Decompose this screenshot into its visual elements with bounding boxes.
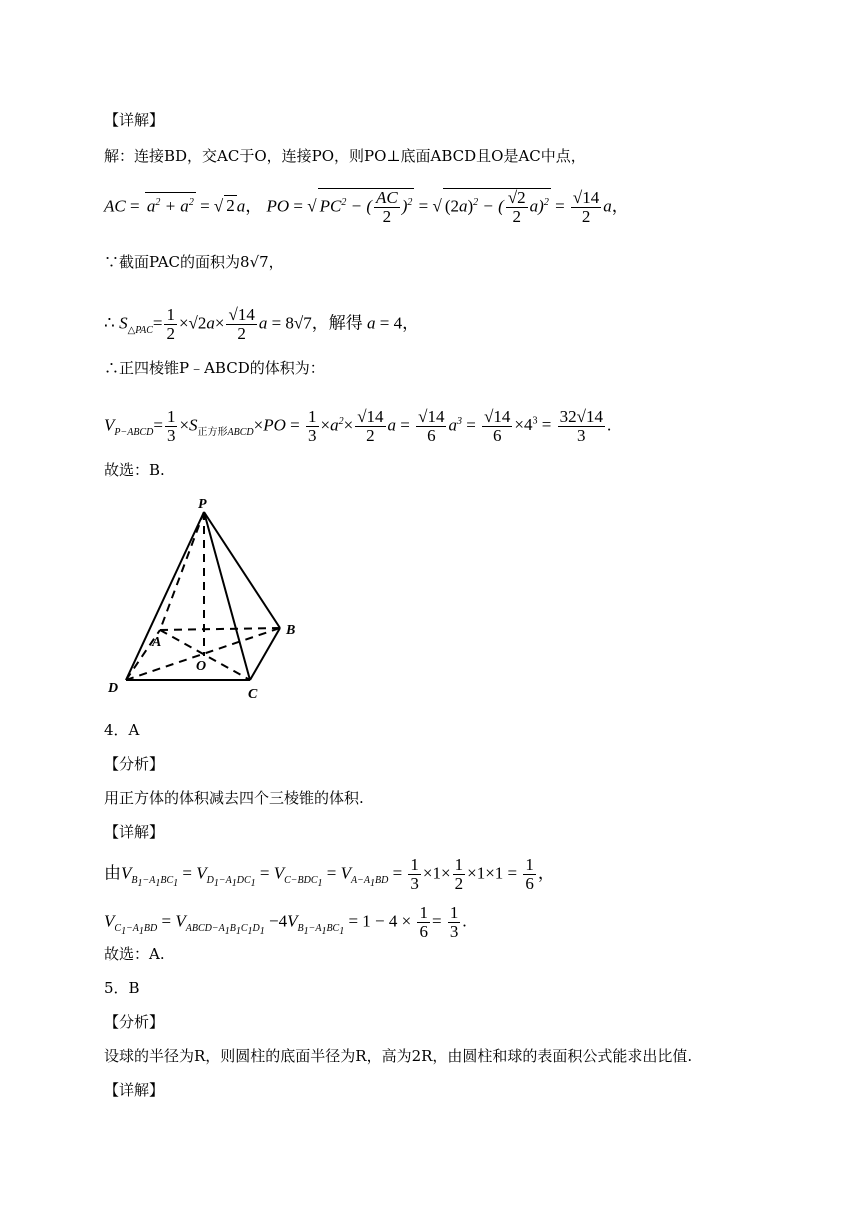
pyramid-figure [104, 494, 324, 708]
detail-heading: 【详解】 [104, 111, 165, 129]
detail-heading-4: 【详解】 [104, 823, 165, 841]
analysis-heading-4: 【分析】 [104, 755, 165, 773]
formula-ac-po: AC = $a^2 + a^2$ = √ 2 a， PO = √ $PC^2$ − ( $\frac{AC}{2}$ )$^2$ = √ $(2a)^2$ − ( $\frac{√2}{2}$ a)$^2$ = $\frac{√14}{2}$ a， [104, 188, 629, 226]
edge-pc [204, 512, 250, 680]
label-c: C [248, 687, 258, 702]
solution-line-1: 解：连接BD，交AC于O，连接PO，则PO⊥底面ABCD且O是AC中点， [104, 147, 586, 165]
question-5-number: 5．B [104, 979, 140, 997]
formula-result-4: $V_{C_1-A_1BD} = V_{ABCD-A_1B_1C_1D_1} -4V_{B_1-A_1BC_1} = 1 - 4$ × $\frac{1}{6}$ = $\frac{1}{3}$ . [104, 903, 467, 941]
label-d: D [108, 681, 119, 696]
edge-pd [126, 512, 207, 680]
analysis-4: 用正方体的体积减去四个三棱锥的体积. [104, 789, 364, 807]
label-p: P [198, 497, 207, 512]
answer-4: 故选：A. [104, 945, 165, 963]
analysis-heading-5: 【分析】 [104, 1013, 165, 1031]
edge-cb [250, 628, 280, 680]
formula-area: ∴ $S_{\triangle PAC}=$ $\frac{1}{2}$ ×√2a× $\frac{√14}{2}$ a = 8√7，解得 a = 4， [104, 305, 420, 343]
edge-pb [204, 512, 280, 628]
label-b: B [286, 623, 296, 638]
formula-volume: $V_{P-ABCD}=$ $\frac{1}{3}$ $\times S_{正方形ABCD}\times PO$ = $\frac{1}{3}$ $\times a^2\times$ $\frac{√14}{2}$ a = $\frac{√14}{6}$ $a^3$ = $\frac{√14}{6}$ $\times 4^3$ = $\frac{32√14}{3}$ . [104, 407, 612, 445]
edge-pa [160, 512, 204, 630]
edge-ab [160, 628, 280, 630]
detail-heading-5: 【详解】 [104, 1081, 165, 1099]
answer-3: 故选：B. [104, 461, 165, 479]
formula-tetra-volumes: 由$V_{B_1-A_1BC_1} = V_{D_1-A_1DC_1} = V_{C-BDC_1} = V_{A-A_1BD}$ = $\frac{1}{3}$ ×1× $\frac{1}{2}$ ×1×1 = $\frac{1}{6}$ ， [104, 855, 555, 893]
solution-line-3: ∵截面PAC的面积为8√7， [104, 253, 284, 271]
label-a: A [152, 635, 162, 650]
solution-line-5: ∴正四棱锥P﹣ABCD的体积为： [104, 359, 325, 377]
analysis-5: 设球的半径为R，则圆柱的底面半径为R，高为2R，由圆柱和球的表面积公式能求出比值. [104, 1047, 693, 1065]
question-4-number: 4．A [104, 721, 140, 739]
label-o: O [196, 659, 207, 674]
pyramid-diagram [104, 494, 324, 704]
